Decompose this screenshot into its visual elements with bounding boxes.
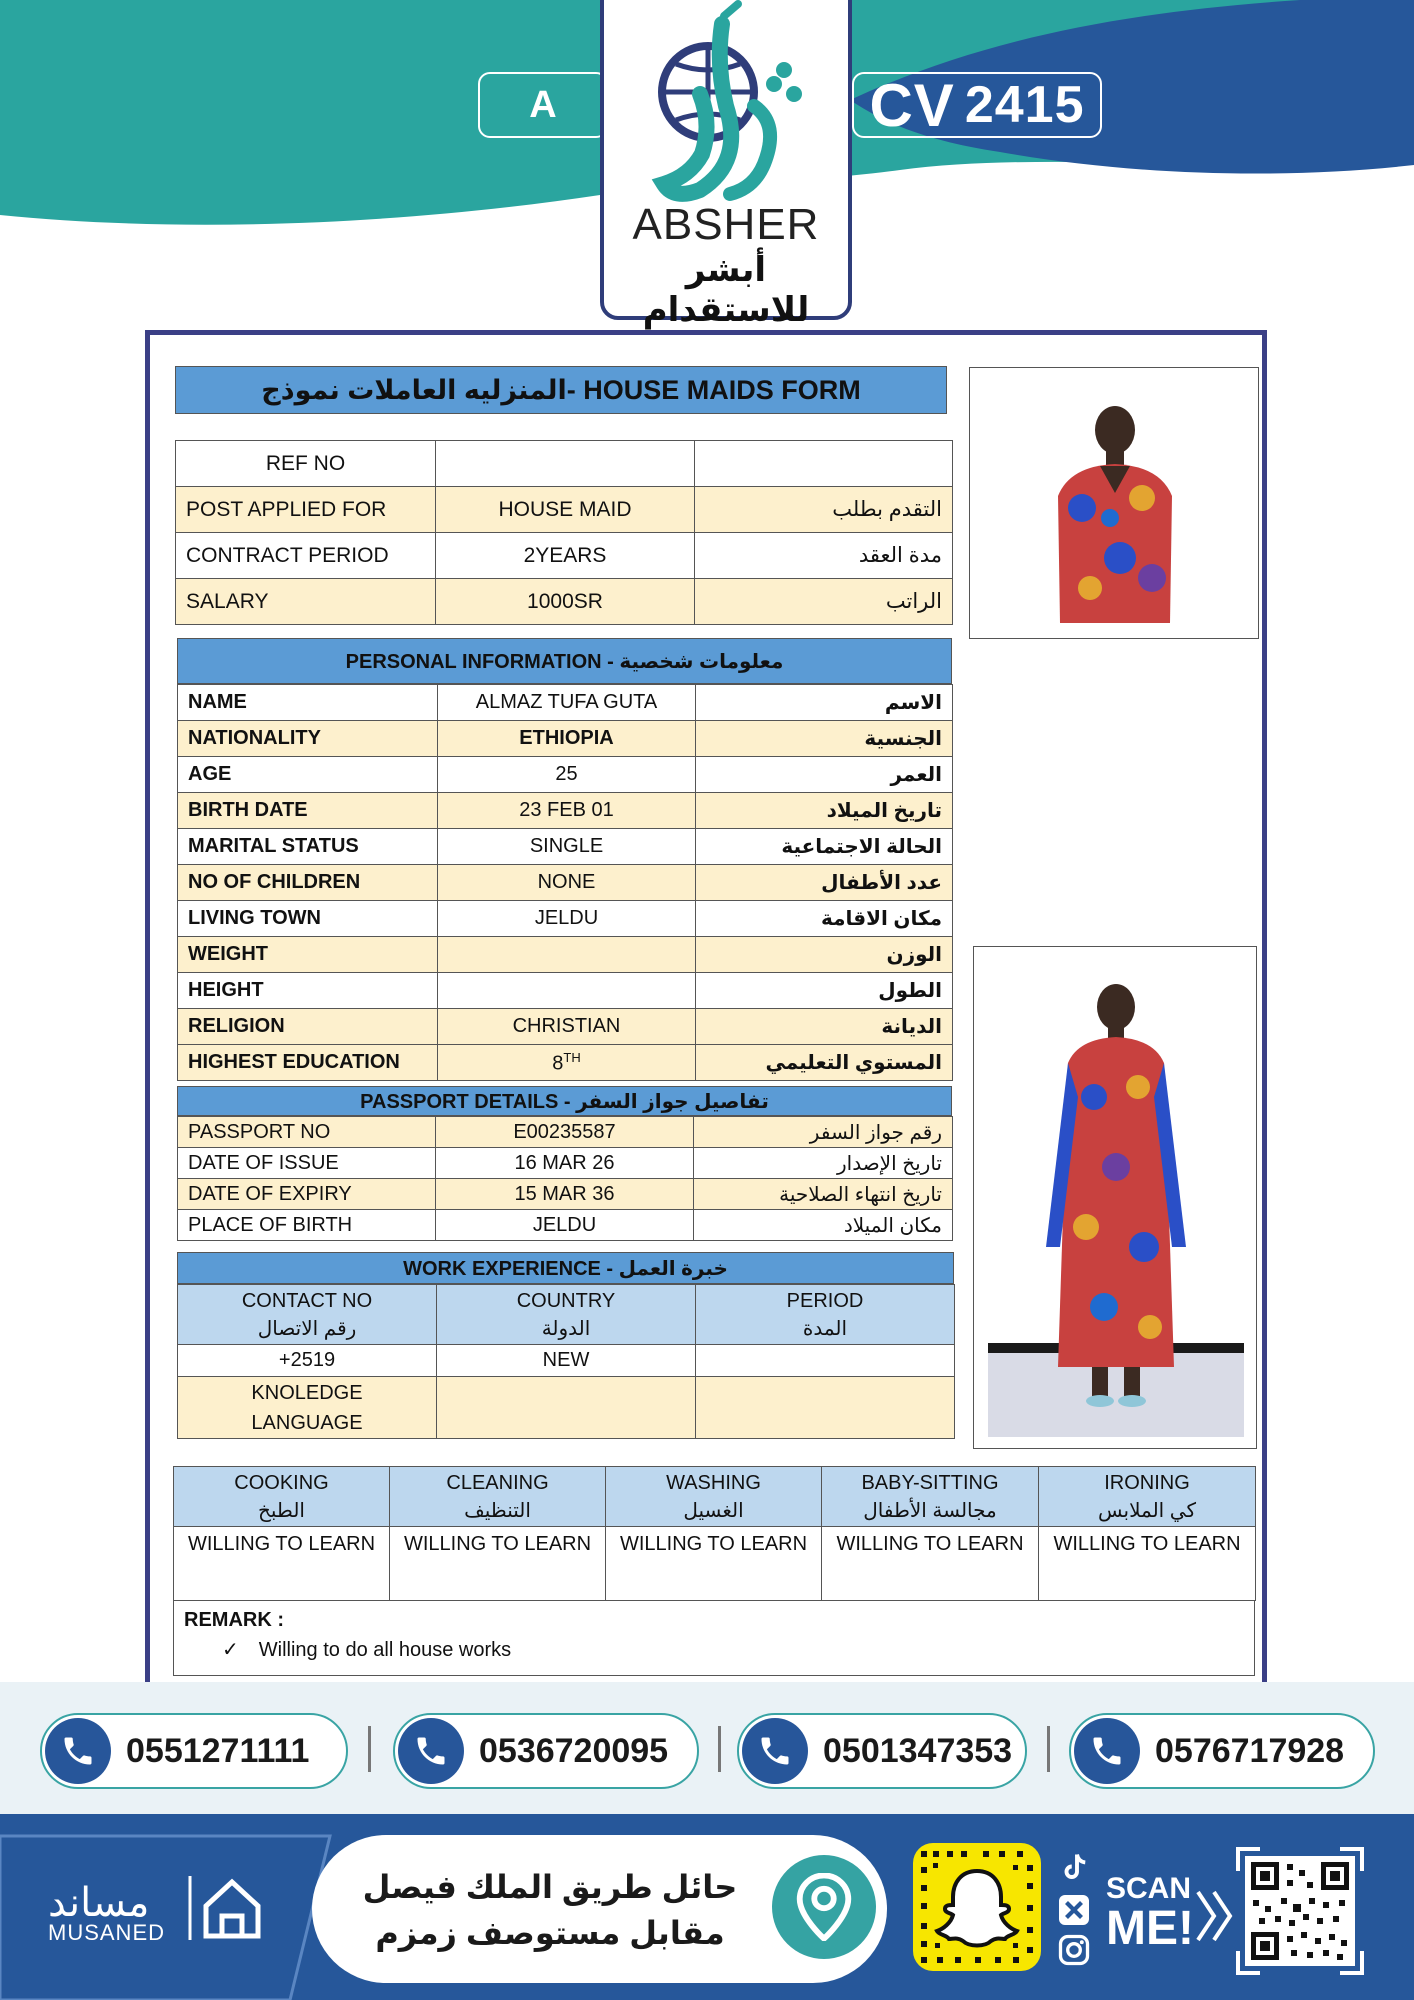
ref-no-arabic <box>695 441 953 487</box>
knowledge-label-line2: LANGUAGE <box>251 1411 363 1434</box>
musaned-arabic: مساند <box>48 1881 150 1925</box>
place-of-birth-arabic: مكان الميلاد <box>694 1210 953 1241</box>
address-line-1: حائل طريق الملك فيصل <box>362 1869 738 1905</box>
date-of-issue-arabic: تاريخ الإصدار <box>694 1148 953 1179</box>
job-details-table <box>175 440 953 625</box>
salary-label: SALARY <box>176 579 436 625</box>
table-row <box>178 1148 953 1179</box>
x-icon[interactable] <box>1056 1892 1092 1928</box>
ironing-value: WILLING TO LEARN <box>1039 1527 1256 1601</box>
phone-icon <box>398 1718 464 1784</box>
personal-info-table <box>177 684 953 1081</box>
snapchat-qr[interactable] <box>913 1843 1041 1971</box>
table-row <box>174 1527 1256 1601</box>
contact-no-value: +2519 <box>178 1345 437 1377</box>
table-row <box>176 441 953 487</box>
cooking-header-en: COOKING <box>234 1471 329 1494</box>
snapchat-icon <box>913 1843 1041 1971</box>
portrait-photo <box>969 367 1259 639</box>
height-arabic: الطول <box>696 973 953 1009</box>
weight-label: WEIGHT <box>178 937 438 973</box>
contact-no-header <box>178 1285 437 1345</box>
cleaning-value: WILLING TO LEARN <box>390 1527 606 1601</box>
place-of-birth-value: JELDU <box>436 1210 694 1241</box>
country-value: NEW <box>437 1345 696 1377</box>
period-header-en: PERIOD <box>786 1289 864 1312</box>
country-header <box>437 1285 696 1345</box>
passport-no-label: PASSPORT NO <box>178 1117 436 1148</box>
phone-separator <box>368 1726 371 1772</box>
phone-contact-2[interactable] <box>393 1713 699 1789</box>
date-of-issue-label: DATE OF ISSUE <box>178 1148 436 1179</box>
nationality-value: ETHIOPIA <box>438 721 696 757</box>
table-row <box>178 901 953 937</box>
post-applied-label: POST APPLIED FOR <box>176 487 436 533</box>
education-value-number: 8 <box>552 1052 564 1075</box>
phone-icon <box>742 1718 808 1784</box>
table-row <box>178 1117 953 1148</box>
contract-period-arabic: مدة العقد <box>695 533 953 579</box>
series-letter-badge <box>478 72 608 138</box>
phone-contact-1[interactable] <box>40 1713 348 1789</box>
table-row <box>178 1345 955 1377</box>
phone-separator <box>1047 1726 1050 1772</box>
ironing-header <box>1039 1467 1256 1527</box>
contact-no-header-ar: رقم الاتصال <box>257 1317 357 1340</box>
full-body-photo <box>973 946 1257 1449</box>
ironing-header-ar: كي الملابس <box>1098 1499 1196 1522</box>
baby-sitting-value: WILLING TO LEARN <box>822 1527 1039 1601</box>
address-line-2: مقابل مستوصف زمزم <box>375 1915 725 1951</box>
marital-status-arabic: الحالة الاجتماعية <box>696 829 953 865</box>
phone-separator <box>718 1726 721 1772</box>
location-pin-icon <box>794 1873 854 1941</box>
date-of-expiry-arabic: تاريخ انتهاء الصلاحية <box>694 1179 953 1210</box>
scan-label: SCAN <box>1106 1872 1192 1905</box>
phone-contact-4[interactable] <box>1069 1713 1375 1789</box>
phone-number: 0576717928 <box>1155 1732 1345 1770</box>
me-label: ME! <box>1106 1902 1194 1955</box>
qr-code[interactable] <box>1245 1856 1355 1966</box>
ref-no-value <box>436 441 695 487</box>
birth-date-label: BIRTH DATE <box>178 793 438 829</box>
table-row <box>176 533 953 579</box>
height-label: HEIGHT <box>178 973 438 1009</box>
table-row <box>178 721 953 757</box>
country-header-en: COUNTRY <box>516 1289 616 1312</box>
education-arabic: المستوي التعليمي <box>696 1045 953 1081</box>
period-header-ar: المدة <box>802 1317 848 1340</box>
marital-status-label: MARITAL STATUS <box>178 829 438 865</box>
place-of-birth-label: PLACE OF BIRTH <box>178 1210 436 1241</box>
phone-number: 0536720095 <box>479 1732 669 1770</box>
washing-header <box>606 1467 822 1527</box>
skills-table <box>173 1466 1256 1601</box>
contract-period-label: CONTRACT PERIOD <box>176 533 436 579</box>
ironing-header-en: IRONING <box>1104 1471 1190 1494</box>
form-title: المنزليه العاملات نموذج- HOUSE MAIDS FORM <box>175 366 947 414</box>
passport-no-arabic: رقم جواز السفر <box>694 1117 953 1148</box>
cleaning-header-ar: التنظيف <box>464 1499 531 1522</box>
cleaning-header <box>390 1467 606 1527</box>
age-label: AGE <box>178 757 438 793</box>
table-row <box>178 1045 953 1081</box>
globe-calligraphy-icon <box>604 0 848 204</box>
table-row <box>178 1009 953 1045</box>
remark-item <box>222 1637 511 1662</box>
knowledge-language-extra <box>696 1377 955 1439</box>
cv-label: CV <box>869 71 955 139</box>
name-value: ALMAZ TUFA GUTA <box>438 685 696 721</box>
nationality-arabic: الجنسية <box>696 721 953 757</box>
table-row <box>178 1179 953 1210</box>
contact-no-header-en: CONTACT NO <box>241 1289 373 1312</box>
table-row <box>178 793 953 829</box>
knowledge-label-line1: KNOLEDGE <box>251 1381 363 1404</box>
date-of-expiry-value: 15 MAR 36 <box>436 1179 694 1210</box>
instagram-icon[interactable] <box>1056 1932 1092 1968</box>
phone-number: 0551271111 <box>126 1732 310 1770</box>
religion-arabic: الديانة <box>696 1009 953 1045</box>
table-row <box>178 1377 955 1439</box>
cooking-header <box>174 1467 390 1527</box>
logo-english-text: ABSHER <box>632 200 820 249</box>
height-value <box>438 973 696 1009</box>
washing-header-en: WASHING <box>666 1471 761 1494</box>
check-icon: ✓ <box>222 1639 239 1661</box>
cooking-header-ar: الطبخ <box>257 1499 305 1522</box>
double-chevron-right-icon <box>1194 1888 1238 1944</box>
religion-label: RELIGION <box>178 1009 438 1045</box>
table-row <box>178 1285 955 1345</box>
education-label: HIGHEST EDUCATION <box>178 1045 438 1081</box>
musaned-logo-icon <box>186 1872 266 1944</box>
knowledge-language-label <box>178 1377 437 1439</box>
full-body-person-icon <box>974 947 1258 1450</box>
table-row <box>178 1210 953 1241</box>
remark-title: REMARK : <box>184 1609 284 1631</box>
post-applied-value: HOUSE MAID <box>436 487 695 533</box>
cv-number-badge <box>852 72 1102 138</box>
passport-no-value: E00235587 <box>436 1117 694 1148</box>
logo-arabic-text: أبشر للاستقدام <box>642 251 810 329</box>
remark-item-text: Willing to do all house works <box>258 1639 512 1661</box>
religion-value: CHRISTIAN <box>438 1009 696 1045</box>
location-pin-button[interactable] <box>772 1855 876 1959</box>
phone-contact-3[interactable] <box>737 1713 1027 1789</box>
country-header-ar: الدولة <box>541 1317 591 1340</box>
absher-logo <box>600 0 852 329</box>
living-town-value: JELDU <box>438 901 696 937</box>
name-arabic: الاسم <box>696 685 953 721</box>
marital-status-value: SINGLE <box>438 829 696 865</box>
work-experience-table <box>177 1284 955 1439</box>
living-town-label: LIVING TOWN <box>178 901 438 937</box>
phone-icon <box>1074 1718 1140 1784</box>
date-of-expiry-label: DATE OF EXPIRY <box>178 1179 436 1210</box>
weight-value <box>438 937 696 973</box>
age-arabic: العمر <box>696 757 953 793</box>
weight-arabic: الوزن <box>696 937 953 973</box>
salary-arabic: الراتب <box>695 579 953 625</box>
knowledge-language-value <box>437 1377 696 1439</box>
table-row <box>178 757 953 793</box>
cleaning-header-en: CLEANING <box>446 1471 549 1494</box>
phone-icon <box>45 1718 111 1784</box>
qr-code-icon <box>1245 1856 1355 1966</box>
table-row <box>178 829 953 865</box>
baby-sitting-header-ar: مجالسة الأطفال <box>863 1499 997 1522</box>
living-town-arabic: مكان الاقامة <box>696 901 953 937</box>
contract-period-value: 2YEARS <box>436 533 695 579</box>
education-value <box>438 1045 696 1081</box>
date-of-issue-value: 16 MAR 26 <box>436 1148 694 1179</box>
remark-box <box>173 1600 1255 1676</box>
birth-date-value: 23 FEB 01 <box>438 793 696 829</box>
work-experience-header: WORK EXPERIENCE - خبرة العمل <box>177 1252 954 1284</box>
table-row <box>178 973 953 1009</box>
baby-sitting-header <box>822 1467 1039 1527</box>
table-row <box>174 1467 1256 1527</box>
table-row <box>178 685 953 721</box>
table-row <box>176 487 953 533</box>
series-letter: A <box>529 83 557 126</box>
name-label: NAME <box>178 685 438 721</box>
nationality-label: NATIONALITY <box>178 721 438 757</box>
children-value: NONE <box>438 865 696 901</box>
table-row <box>178 937 953 973</box>
passport-details-header: PASSPORT DETAILS - تفاصيل جواز السفر <box>177 1086 952 1116</box>
tiktok-icon[interactable] <box>1056 1850 1092 1886</box>
period-value <box>696 1345 955 1377</box>
cooking-value: WILLING TO LEARN <box>174 1527 390 1601</box>
post-applied-arabic: التقدم بطلب <box>695 487 953 533</box>
musaned-english: MUSANED <box>48 1920 166 1945</box>
passport-details-table <box>177 1116 953 1241</box>
cv-number: 2415 <box>964 76 1085 134</box>
portrait-person-icon <box>970 368 1260 640</box>
age-value: 25 <box>438 757 696 793</box>
ref-no-label: REF NO <box>176 441 436 487</box>
washing-header-ar: الغسيل <box>683 1499 744 1522</box>
personal-info-header: PERSONAL INFORMATION - معلومات شخصية <box>177 638 952 684</box>
children-label: NO OF CHILDREN <box>178 865 438 901</box>
baby-sitting-header-en: BABY-SITTING <box>861 1471 999 1494</box>
period-header <box>696 1285 955 1345</box>
table-row <box>178 865 953 901</box>
children-arabic: عدد الأطفال <box>696 865 953 901</box>
phone-number: 0501347353 <box>823 1732 1013 1770</box>
washing-value: WILLING TO LEARN <box>606 1527 822 1601</box>
birth-date-arabic: تاريخ الميلاد <box>696 793 953 829</box>
table-row <box>176 579 953 625</box>
salary-value: 1000SR <box>436 579 695 625</box>
education-value-suffix: TH <box>563 1049 581 1065</box>
